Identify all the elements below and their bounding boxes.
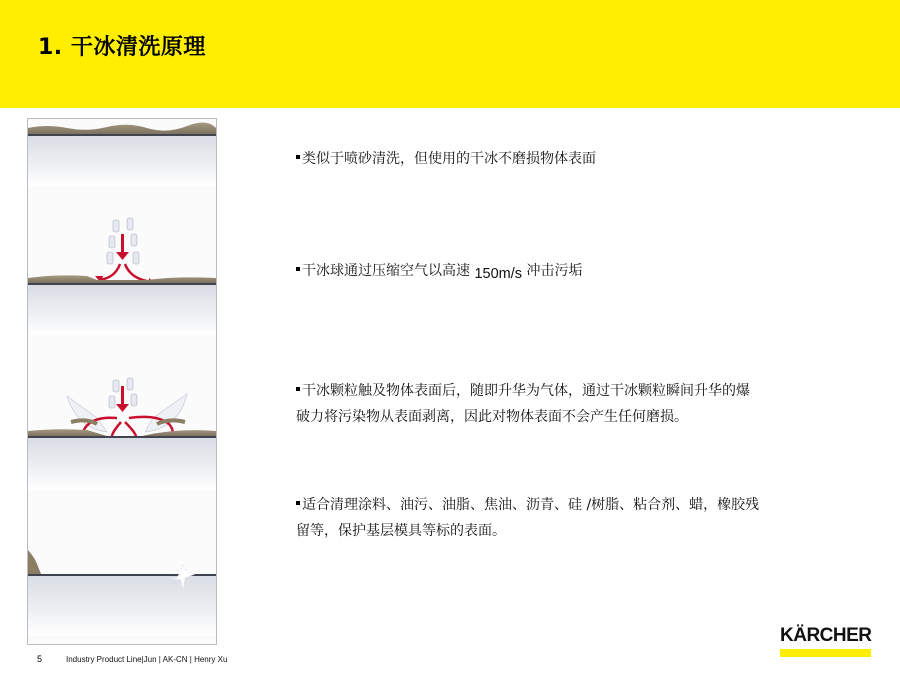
bullet-2-text-after: 冲击污垢 <box>522 263 583 279</box>
bullet-2-speed: 150m/s <box>474 266 523 282</box>
logo-yellow-bar <box>780 649 871 657</box>
logo-text: KÄRCHER <box>780 625 872 646</box>
bullet-4-line-1: 适合清理涂料、油污、油脂、焦油、沥青、硅 /树脂、粘合剂、蜡，橡胶残 <box>302 497 760 513</box>
bullet-1 <box>296 146 836 172</box>
bullet-1-text: 类似于喷砂清洗，但使用的干冰不磨损物体表面 <box>302 151 596 167</box>
bullet-square-icon <box>296 387 300 391</box>
bullet-3-line-2: 破力将污染物从表面剥离，因此对物体表面不会产生任何磨损。 <box>296 409 688 425</box>
bullet-4 <box>296 492 836 544</box>
bullet-2 <box>296 258 836 284</box>
header-band <box>0 0 900 108</box>
footer-text: Industry Product Line|Jun | AK-CN | Henry Xu <box>66 655 228 664</box>
panel-1-dirty-surface <box>28 122 216 186</box>
bullet-square-icon <box>296 155 300 159</box>
bullet-3 <box>296 378 836 430</box>
bullet-3-line-1: 干冰颗粒触及物体表面后，随即升华为气体，通过干冰颗粒瞬间升华的爆 <box>302 383 750 399</box>
bullet-square-icon <box>296 267 300 271</box>
page-title: 1. 干冰清洗原理 <box>38 35 206 60</box>
dry-ice-illustration <box>27 118 217 645</box>
page-number: 5 <box>37 654 43 664</box>
karcher-logo <box>780 625 872 659</box>
bullet-4-line-2: 留等，保护基层模具等标的表面。 <box>296 523 506 539</box>
bullet-square-icon <box>296 501 300 505</box>
bullet-2-text-before: 干冰球通过压缩空气以高速 <box>302 263 475 279</box>
